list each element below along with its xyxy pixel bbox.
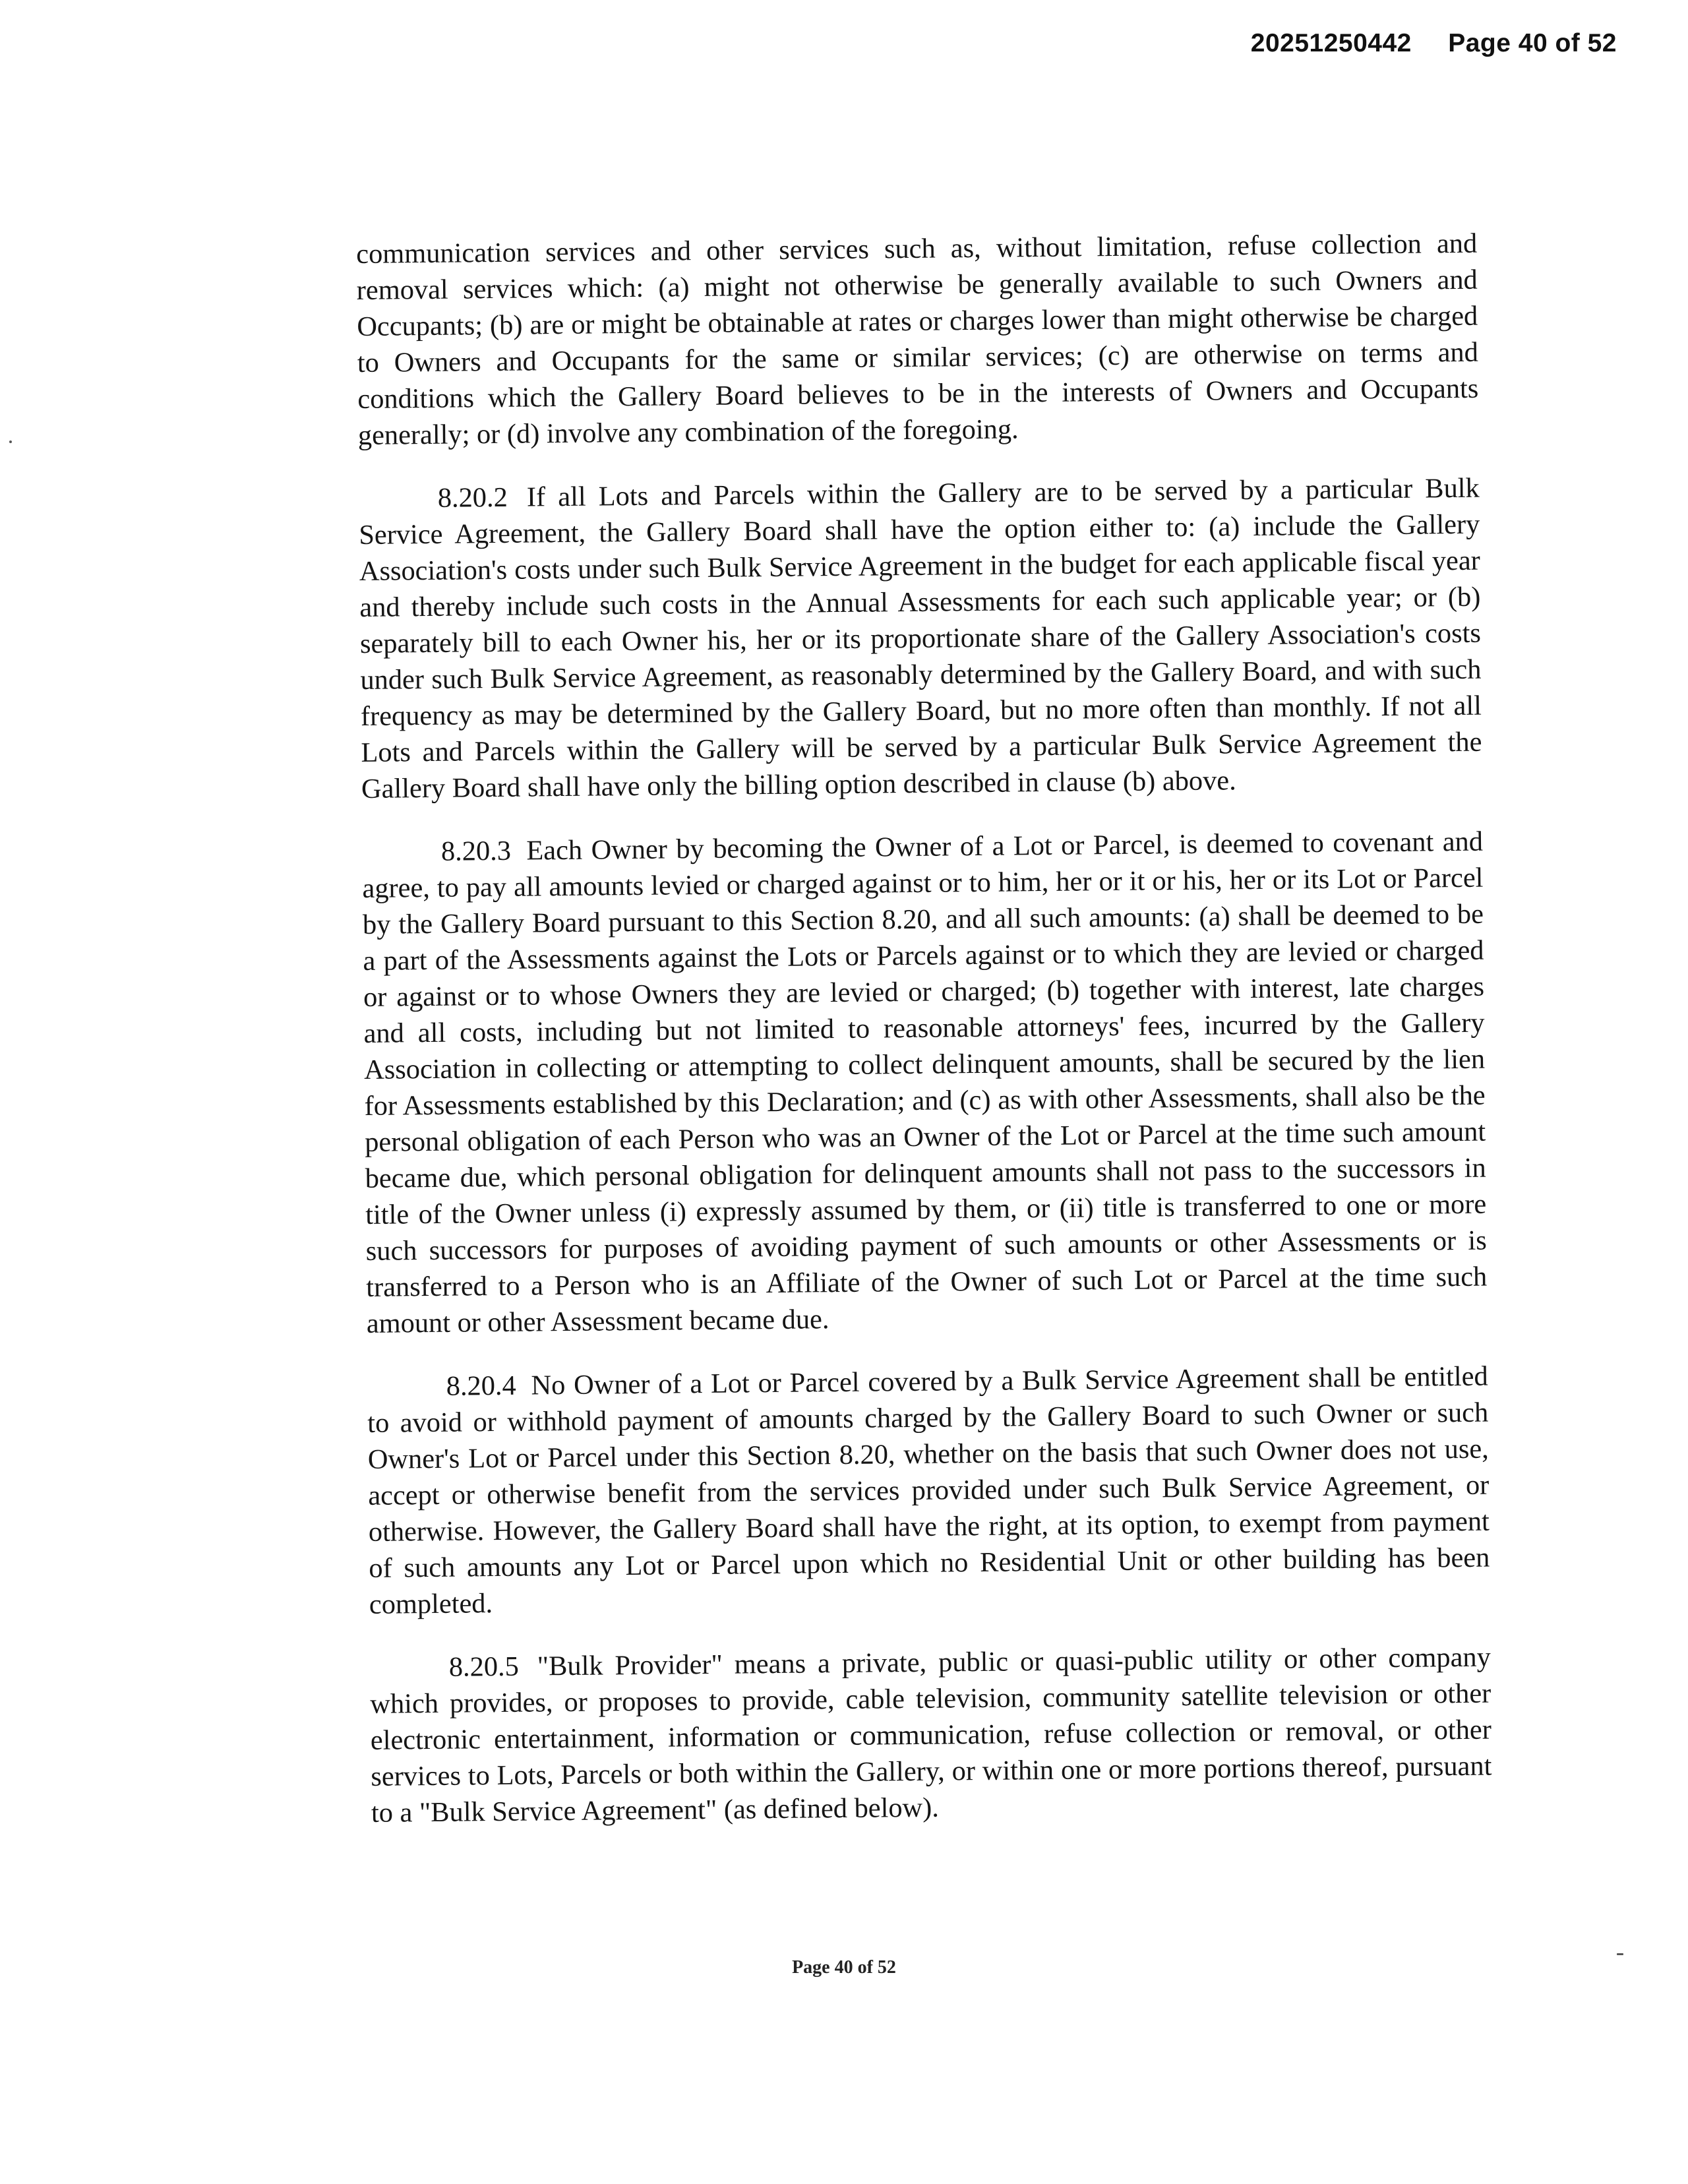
recording-stamp	[1251, 29, 1617, 58]
page-indicator: Page 40 of 52	[1448, 29, 1617, 57]
scan-speck	[9, 440, 12, 443]
continuation-paragraph: communication services and other services such as, without limitation, refuse collection and removal services which: (a) might not otherwise be generally available to such Owners and Occupants; (b) are or might be obtainable at rates or charges lower than might otherwise be charged to Owners and Occupants for the same or similar services; (c) are otherwise on terms and conditions which the Gallery Board believes to be in the interests of Owners and Occupants generally; or (d) involve any combination of the foregoing.	[356, 228, 1479, 451]
section-text: Each Owner by becoming the Owner of a Lot or Parcel, is deemed to covenant and agree, to pay all amounts levied or charged against or to him, her or it or his, her or its Lot or Parcel by the Gallery Board pursuant to this Section 8.20, and all such amounts: (a) shall be deemed to be a part of the Assessments against the Lots or Parcels against or to which they are levied or charged or against or to whose Owners they are levied or charged; (b) together with interest, late charges and all costs, including but not limited to reasonable attorneys' fees, incurred by the Gallery Association in collecting or attempting to collect delinquent amounts, shall be secured by the lien for Assessments established by this Declaration; and (c) as with other Assessments, shall also be the personal obligation of each Person who was an Owner of the Lot or Parcel at the time such amount became due, which personal obligation for delinquent amounts shall not pass to the successors in title of the Owner unless (i) expressly assumed by them, or (ii) title is transferred to one or more such successors for purposes of avoiding payment of such amounts or other Assessments or is transferred to a Person who is an Affiliate of the Owner of such Lot or Parcel at the time such amount or other Assessment became due.	[362, 826, 1488, 1339]
section-text: If all Lots and Parcels within the Gallery are to be served by a particular Bulk Service Agreement, the Gallery Board shall have the option either to: (a) include the Gallery Association's costs under such Bulk Service Agreement in the budget for each applicable fiscal year and thereby include such costs in the Annual Assessments for each such applicable year; or (b) separately bill to each Owner his, her or its proportionate share of the Gallery Association's costs under such Bulk Service Agreement, as reasonably determined by the Gallery Board, and with such frequency as may be determined by the Gallery Board, but no more often than monthly. If not all Lots and Parcels within the Gallery will be served by a particular Bulk Service Agreement the Gallery Board shall have only the billing option described in clause (b) above.	[359, 472, 1482, 804]
document-number: 20251250442	[1250, 29, 1412, 57]
section-number: 8.20.5	[448, 1651, 520, 1683]
section-number: 8.20.4	[446, 1370, 516, 1402]
section-number: 8.20.2	[437, 481, 508, 514]
document-body	[356, 226, 1493, 1858]
section-number: 8.20.3	[440, 835, 512, 867]
section-8-20-4	[367, 1358, 1490, 1623]
section-8-20-3	[362, 824, 1488, 1342]
section-text: No Owner of a Lot or Parcel covered by a Bulk Service Agreement shall be entitled to avoid or withhold payment of amounts charged by the Gallery Board to such Owner or such Owner's Lot or Parcel under this Section 8.20, whether on the basis that such Owner does not use, accept or otherwise benefit from the services provided under such Bulk Service Agreement, or otherwise. However, the Gallery Board shall have the right, at its option, to exempt from payment of such amounts any Lot or Parcel upon which no Residential Unit or other building has been completed.	[367, 1360, 1490, 1620]
scan-speck	[1617, 1953, 1623, 1955]
section-8-20-2	[359, 470, 1483, 807]
section-8-20-5	[370, 1639, 1493, 1831]
page-footer: Page 40 of 52	[792, 1957, 896, 1978]
section-text: "Bulk Provider" means a private, public or quasi-public utility or other company which provides, or proposes to provide, cable television, community satellite television or other electronic entertainment, information or communication, refuse collection or removal, or other services to Lots, Parcels or both within the Gallery, or within one or more portions thereof, pursuant to a "Bulk Service Agreement" (as defined below).	[370, 1641, 1492, 1829]
